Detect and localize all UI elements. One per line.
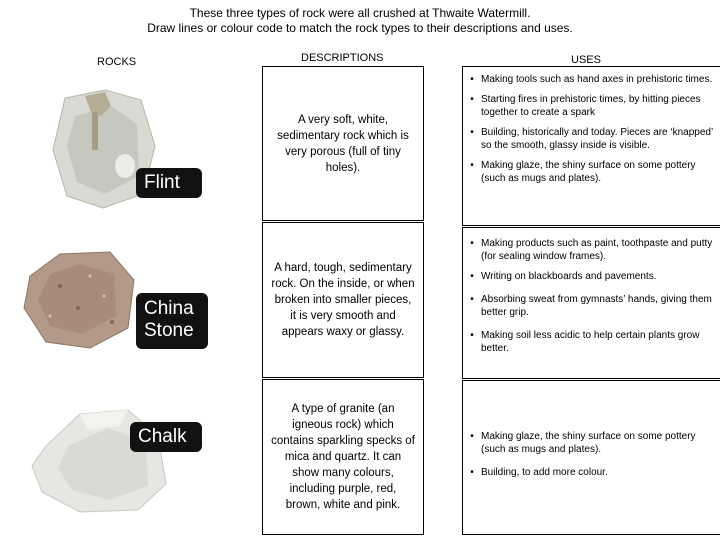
uses-box-1 <box>462 66 720 226</box>
use-item: • Making glaze, the shiny surface on some pottery (such as mugs and plates). <box>463 430 714 456</box>
use-text: Absorbing sweat from gymnasts’ hands, giving them better grip. <box>481 294 712 318</box>
use-text: Building, historically and today. Pieces are ‘knapped’ so the smooth, glassy inside is visible. <box>481 127 713 151</box>
use-text: Building, to add more colour. <box>481 467 608 478</box>
use-item: • Building, historically and today. Pieces are ‘knapped’ so the smooth, glassy inside is visible. <box>470 127 713 151</box>
china-stone-label <box>136 293 208 349</box>
use-item: • Building, to add more colour. <box>470 467 608 478</box>
use-item: • Making glaze, the shiny surface on some pottery (such as mugs and plates). <box>463 159 714 185</box>
title-line-1: These three types of rock were all crushed at Thwaite Watermill. <box>189 6 531 20</box>
china-stone-label-line-1: China <box>144 298 194 319</box>
description-3-text: A type of granite (an igneous rock) which contains sparkling specks of mica and quartz. It can show many colours, including purple, red, brown, white and pink. <box>271 403 415 511</box>
description-2-text: A hard, tough, sedimentary rock. On the inside, or when broken into smaller pieces, it is very smooth and appears waxy or glassy. <box>271 262 415 338</box>
rocks-header: ROCKS <box>97 56 137 68</box>
use-item: • Making soil less acidic to help certain plants grow better. <box>463 329 714 355</box>
worksheet-title <box>0 6 720 36</box>
use-text: Making soil less acidic to help certain plants grow better. <box>481 330 700 354</box>
use-item: • Making tools such as hand axes in prehistoric times. <box>470 74 713 85</box>
use-item: • Writing on blackboards and pavements. <box>470 271 657 282</box>
descriptions-header: DESCRIPTIONS <box>301 52 384 64</box>
uses-box-3 <box>462 380 720 535</box>
use-item: • Absorbing sweat from gymnasts’ hands, giving them better grip. <box>463 293 714 319</box>
china-stone-label-line-2: Stone <box>144 320 194 341</box>
description-2 <box>262 222 424 378</box>
use-text: Writing on blackboards and pavements. <box>481 271 657 282</box>
uses-box-2 <box>462 227 720 379</box>
description-1 <box>262 66 424 221</box>
use-item: • Starting fires in prehistoric times, by hitting pieces together to create a spark <box>463 93 714 119</box>
use-item: • Making products such as paint, toothpaste and putty (for sealing window frames). <box>470 238 713 262</box>
use-text: Making products such as paint, toothpaste and putty (for sealing window frames). <box>481 238 713 262</box>
description-3 <box>262 379 424 535</box>
chalk-label: Chalk <box>130 422 202 452</box>
description-1-text: A very soft, white, sedimentary rock which is very porous (full of tiny holes). <box>277 113 409 174</box>
title-line-2: Draw lines or colour code to match the rock types to their descriptions and uses. <box>147 21 573 35</box>
use-text: Making glaze, the shiny surface on some pottery (such as mugs and plates). <box>481 431 696 455</box>
flint-label: Flint <box>136 168 202 198</box>
use-text: Making tools such as hand axes in prehistoric times. <box>481 74 713 85</box>
uses-header: USES <box>571 54 601 66</box>
use-text: Starting fires in prehistoric times, by hitting pieces together to create a spark <box>481 94 701 118</box>
use-text: Making glaze, the shiny surface on some pottery (such as mugs and plates). <box>481 160 696 184</box>
china-stone-image <box>20 246 138 352</box>
